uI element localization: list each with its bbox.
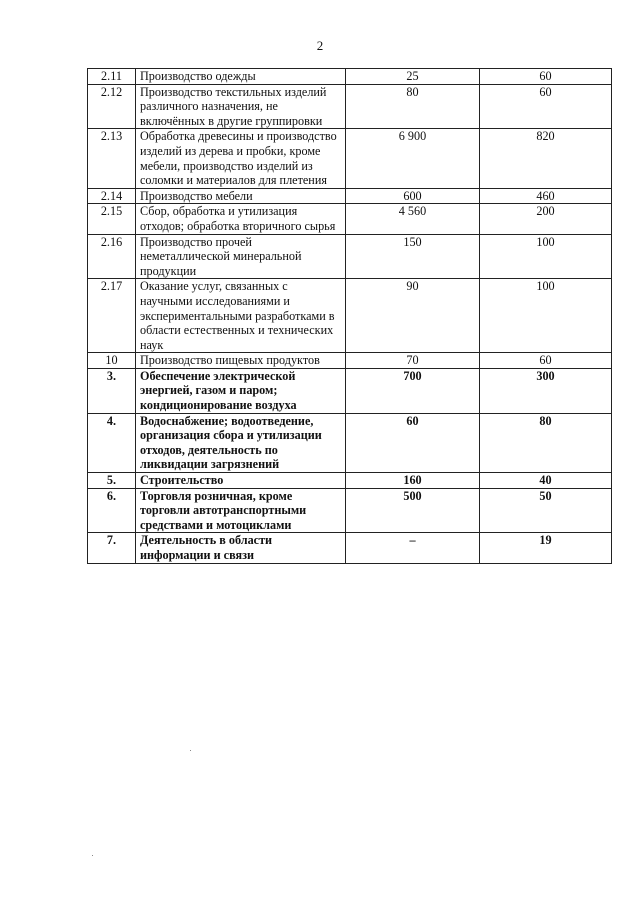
value-2-cell: 300 [480,368,612,413]
value-2-cell: 80 [480,413,612,472]
row-number-cell: 6. [88,488,136,533]
value-2-cell: 50 [480,488,612,533]
row-number-cell: 4. [88,413,136,472]
activity-name-cell: Производство мебели [136,188,346,204]
row-number-cell: 2.13 [88,129,136,188]
activity-name-cell: Водоснабжение; водоотведение, организация сбора и утилизации отходов, деятельность по ликвидации загрязнений [136,413,346,472]
row-number-cell: 7. [88,533,136,563]
row-number-cell: 2.15 [88,204,136,234]
value-2-cell: 60 [480,69,612,85]
value-1-cell: 6 900 [346,129,480,188]
row-number-cell: 3. [88,368,136,413]
table-row [88,129,612,188]
table-row [88,69,612,85]
activity-name-cell: Производство пищевых продуктов [136,353,346,369]
table-row [88,473,612,489]
row-number-cell: 2.14 [88,188,136,204]
row-number-cell: 2.16 [88,234,136,279]
table-row [88,234,612,279]
table-row [88,279,612,353]
table-row [88,368,612,413]
row-number-cell: 10 [88,353,136,369]
table-body [88,69,612,564]
activity-name-cell: Производство прочей неметаллической минеральной продукции [136,234,346,279]
table-row [88,204,612,234]
activity-name-cell: Обеспечение электрической энергией, газом и паром; кондиционирование воздуха [136,368,346,413]
data-table [87,68,612,564]
activity-name-cell: Производство одежды [136,69,346,85]
value-1-cell: 500 [346,488,480,533]
value-1-cell: 80 [346,84,480,129]
value-2-cell: 60 [480,84,612,129]
activity-name-cell: Обработка древесины и производство изделий из дерева и пробки, кроме мебели, производство изделий из соломки и материалов для плетения [136,129,346,188]
value-2-cell: 200 [480,204,612,234]
row-number-cell: 2.11 [88,69,136,85]
row-number-cell: 2.12 [88,84,136,129]
value-1-cell: 4 560 [346,204,480,234]
row-number-cell: 5. [88,473,136,489]
activity-name-cell: Производство текстильных изделий различного назначения, не включённых в другие группировки [136,84,346,129]
table-row [88,353,612,369]
value-1-cell: 700 [346,368,480,413]
value-1-cell: 160 [346,473,480,489]
value-1-cell: – [346,533,480,563]
value-1-cell: 70 [346,353,480,369]
value-2-cell: 40 [480,473,612,489]
activity-name-cell: Торговля розничная, кроме торговли автотранспортными средствами и мотоциклами [136,488,346,533]
scan-speck [92,855,93,856]
value-1-cell: 600 [346,188,480,204]
value-2-cell: 820 [480,129,612,188]
value-2-cell: 460 [480,188,612,204]
activity-name-cell: Деятельность в области информации и связи [136,533,346,563]
scan-speck [190,750,191,751]
value-1-cell: 60 [346,413,480,472]
value-1-cell: 25 [346,69,480,85]
table-row [88,488,612,533]
table-row [88,188,612,204]
table-row [88,84,612,129]
activity-name-cell: Сбор, обработка и утилизация отходов; обработка вторичного сырья [136,204,346,234]
row-number-cell: 2.17 [88,279,136,353]
page-number: 2 [316,38,324,53]
value-1-cell: 150 [346,234,480,279]
table-row [88,533,612,563]
value-1-cell: 90 [346,279,480,353]
table-row [88,413,612,472]
activity-name-cell: Оказание услуг, связанных с научными исследованиями и экспериментальными разработками в области естественных и технических наук [136,279,346,353]
value-2-cell: 60 [480,353,612,369]
value-2-cell: 100 [480,234,612,279]
value-2-cell: 100 [480,279,612,353]
value-2-cell: 19 [480,533,612,563]
activity-name-cell: Строительство [136,473,346,489]
